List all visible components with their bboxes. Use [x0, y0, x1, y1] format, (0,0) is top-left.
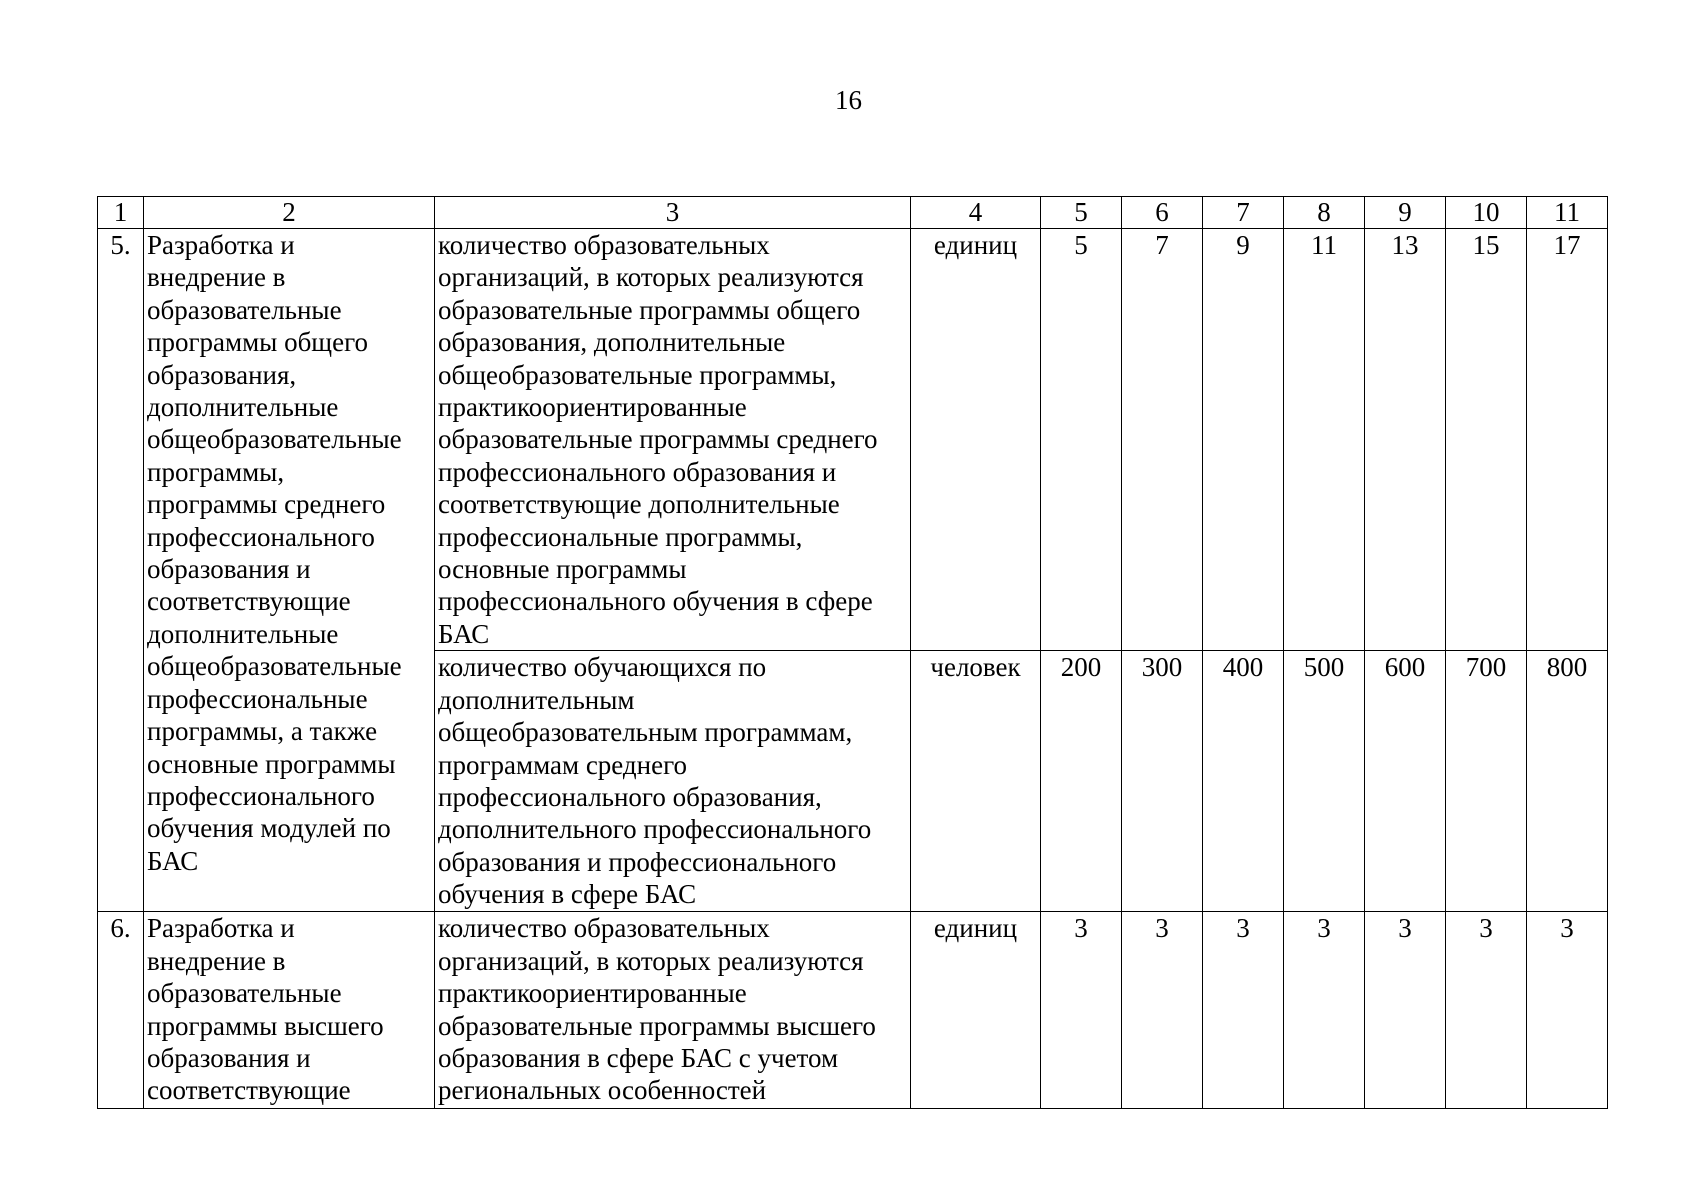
column-header: 5	[1041, 197, 1122, 229]
unit-cell: единиц	[911, 229, 1041, 651]
value-cell: 700	[1446, 651, 1527, 912]
page-number: 16	[835, 85, 862, 115]
value-cell: 17	[1527, 229, 1608, 651]
unit-cell: человек	[911, 651, 1041, 912]
value-cell: 3	[1122, 912, 1203, 1109]
column-header: 2	[144, 197, 435, 229]
indicator-text: количество образовательных организаций, в которых реализуются практикоориентированные образовательные программы высшего образования в сфере БАС с учетом региональных особенностей	[435, 912, 911, 1109]
value-cell: 9	[1203, 229, 1284, 651]
value-cell: 15	[1446, 229, 1527, 651]
value-cell: 3	[1284, 912, 1365, 1109]
measure-name: Разработка и внедрение в образовательные программы высшего образования и соответствующие	[144, 912, 435, 1109]
value-cell: 200	[1041, 651, 1122, 912]
header-row	[98, 197, 1608, 229]
value-cell: 5	[1041, 229, 1122, 651]
column-header: 8	[1284, 197, 1365, 229]
indicators-table	[97, 196, 1608, 1109]
value-cell: 11	[1284, 229, 1365, 651]
value-cell: 600	[1365, 651, 1446, 912]
column-header: 3	[435, 197, 911, 229]
value-cell: 800	[1527, 651, 1608, 912]
value-cell: 3	[1446, 912, 1527, 1109]
table-row	[98, 912, 1608, 1109]
indicator-text: количество обучающихся по дополнительным общеобразовательным программам, программам среднего профессионального образования, дополнительного профессионального образования и профессионального обучения в сфере БАС	[435, 651, 911, 912]
measure-name: Разработка и внедрение в образовательные программы общего образования, дополнительные общеобразовательные программы, программы среднего профессионального образования и соответствующие дополнительные общеобразовательные профессиональные программы, а также основные программы профессионального обучения модулей по БАС	[144, 229, 435, 912]
table-row	[98, 229, 1608, 651]
indicator-text: количество образовательных организаций, в которых реализуются образовательные программы общего образования, дополнительные общеобразовательные программы, практикоориентированные образовательные программы среднего профессионального образования и соответствующие дополнительные профессиональные программы, основные программы профессионального обучения в сфере БАС	[435, 229, 911, 651]
value-cell: 500	[1284, 651, 1365, 912]
value-cell: 400	[1203, 651, 1284, 912]
column-header: 6	[1122, 197, 1203, 229]
column-header: 7	[1203, 197, 1284, 229]
row-number: 6.	[98, 912, 144, 1109]
unit-cell: единиц	[911, 912, 1041, 1109]
column-header: 1	[98, 197, 144, 229]
value-cell: 7	[1122, 229, 1203, 651]
value-cell: 3	[1527, 912, 1608, 1109]
column-header: 11	[1527, 197, 1608, 229]
column-header: 9	[1365, 197, 1446, 229]
value-cell: 300	[1122, 651, 1203, 912]
column-header: 4	[911, 197, 1041, 229]
row-number: 5.	[98, 229, 144, 912]
value-cell: 13	[1365, 229, 1446, 651]
value-cell: 3	[1365, 912, 1446, 1109]
value-cell: 3	[1203, 912, 1284, 1109]
value-cell: 3	[1041, 912, 1122, 1109]
column-header: 10	[1446, 197, 1527, 229]
